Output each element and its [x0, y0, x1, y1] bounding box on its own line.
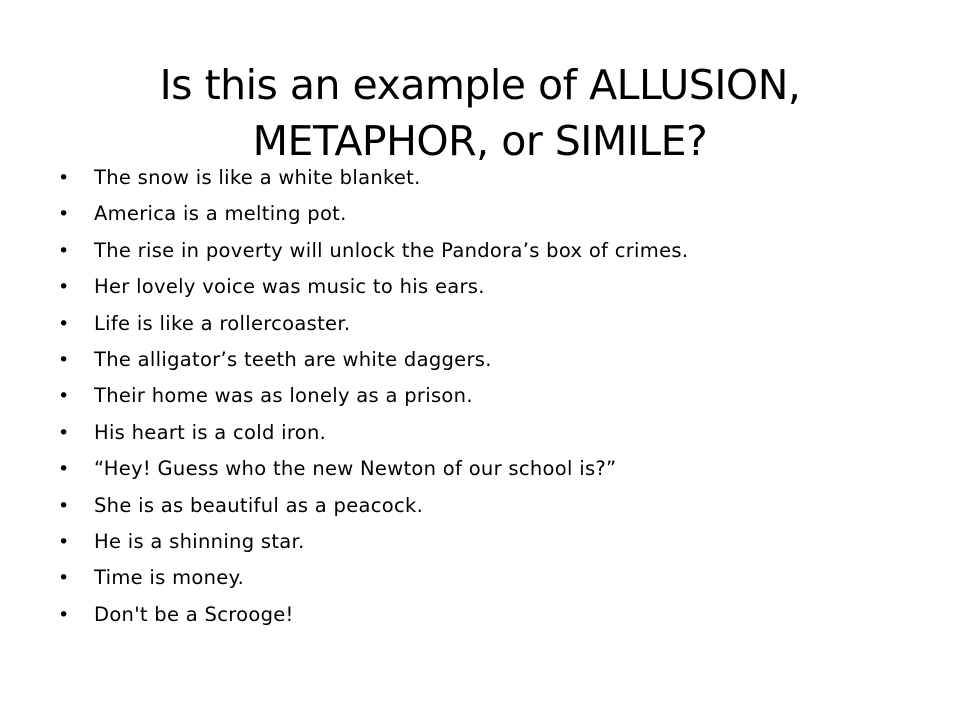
bullet-text: The alligator’s teeth are white daggers.: [94, 347, 492, 371]
bullet-text: America is a melting pot.: [94, 202, 347, 226]
bullet-text: “Hey! Guess who the new Newton of our school is?”: [94, 457, 617, 481]
bullet-text: Don't be a Scrooge!: [94, 602, 294, 626]
bullet-icon: •: [58, 494, 70, 517]
bullet-icon: •: [58, 421, 70, 444]
bullet-item: [56, 166, 916, 202]
bullet-item: [56, 239, 916, 275]
bullet-text: Their home was as lonely as a prison.: [94, 384, 473, 408]
bullet-item: [56, 312, 916, 348]
bullet-text: The rise in poverty will unlock the Pandora’s box of crimes.: [94, 238, 689, 262]
bullet-icon: •: [58, 348, 70, 371]
bullet-item: [56, 421, 916, 457]
bullet-list: [56, 166, 916, 639]
bullet-text: Her lovely voice was music to his ears.: [94, 275, 485, 299]
bullet-item: [56, 494, 916, 530]
bullet-item: [56, 275, 916, 311]
bullet-icon: •: [58, 167, 70, 189]
bullet-icon: •: [58, 385, 70, 408]
bullet-icon: •: [58, 603, 70, 626]
bullet-item: [56, 566, 916, 602]
bullet-text: The snow is like a white blanket.: [94, 166, 421, 189]
bullet-icon: •: [58, 530, 70, 553]
bullet-item: [56, 384, 916, 420]
bullet-text: Time is money.: [94, 566, 245, 590]
bullet-icon: •: [58, 458, 70, 481]
bullet-item: [56, 202, 916, 238]
bullet-icon: •: [58, 203, 70, 226]
bullet-item: [56, 348, 916, 384]
bullet-text: Life is like a rollercoaster.: [94, 311, 351, 335]
bullet-item: [56, 603, 916, 639]
bullet-text: He is a shinning star.: [94, 529, 305, 553]
bullet-item: [56, 457, 916, 493]
bullet-text: She is as beautiful as a peacock.: [94, 493, 424, 517]
slide-title: Is this an example of ALLUSION, METAPHOR, or SIMILE?: [159, 61, 801, 166]
bullet-icon: •: [58, 567, 70, 590]
bullet-item: [56, 530, 916, 566]
bullet-icon: •: [58, 312, 70, 335]
bullet-icon: •: [58, 276, 70, 299]
bullet-icon: •: [58, 239, 70, 262]
bullet-text: His heart is a cold iron.: [94, 420, 327, 444]
